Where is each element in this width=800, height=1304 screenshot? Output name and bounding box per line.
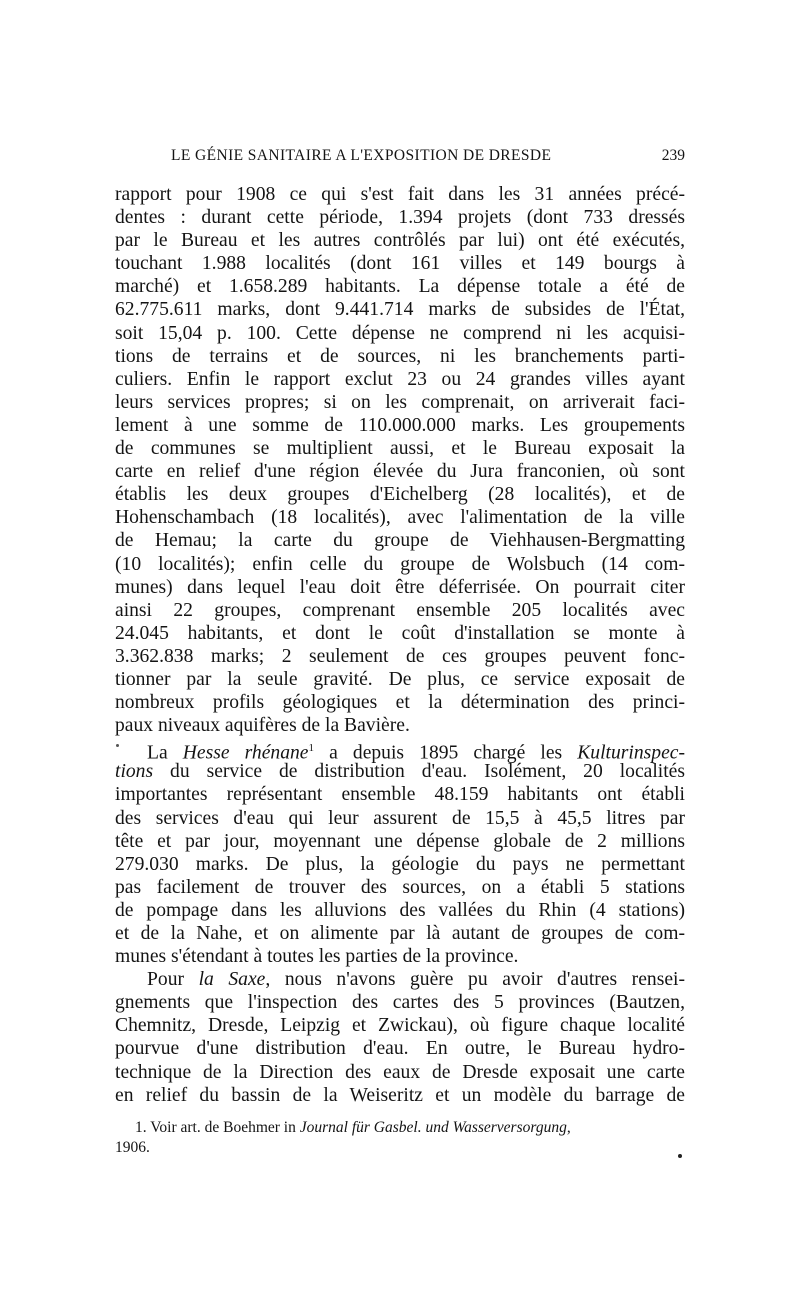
text-line: culiers. Enfin le rapport exclut 23 ou 24 grandes villes ayant <box>115 368 685 390</box>
text-line: 24.045 habitants, et dont le coût d'installation se monte à <box>115 622 685 644</box>
text-line: tête et par jour, moyennant une dépense globale de 2 millions <box>115 830 685 852</box>
paragraph-saxony <box>115 968 685 1107</box>
text-line: marché) et 1.658.289 habitants. La dépense totale a été de <box>115 276 685 298</box>
text-line: des services d'eau qui leur assurent de 15,5 à 45,5 litres par <box>115 807 685 829</box>
text-line: de Hemau; la carte du groupe de Viehhausen-Bergmatting <box>115 530 685 552</box>
text-line: Chemnitz, Dresde, Leipzig et Zwickau), où figure chaque localité <box>115 1015 685 1037</box>
page-number: 239 <box>661 147 685 164</box>
paragraph-bavaria <box>115 183 685 737</box>
footnote-ref: 1 <box>308 742 315 755</box>
text-line: munes s'étendant à toutes les parties de la province. <box>115 946 519 968</box>
text-line: tionner par la seule gravité. De plus, ce service exposait de <box>115 668 685 690</box>
body-text <box>115 183 685 1107</box>
text-line: ainsi 22 groupes, comprenant ensemble 205 localités avec <box>115 599 685 621</box>
italic-term: tions <box>115 761 154 783</box>
text-line: lement à une somme de 110.000.000 marks. Les groupements <box>115 414 685 436</box>
journal-title: Journal für Gasbel. und Wasserversorgung <box>299 1119 567 1136</box>
text-line: soit 15,04 p. 100. Cette dépense ne comprend ni les acquisi- <box>115 322 685 344</box>
footnote <box>115 1118 685 1158</box>
footnote-line: 1. Voir art. de Boehmer in Journal für Gasbel. und Wasserversorgung, <box>135 1119 571 1136</box>
text-line: touchant 1.988 localités (dont 161 villes et 149 bourgs à <box>115 253 685 275</box>
ink-speck <box>678 1154 682 1158</box>
text-line: gnements que l'inspection des cartes des 5 provinces (Bautzen, <box>115 992 685 1014</box>
text-line: munes) dans lequel l'eau doit être déferrisée. On pourrait citer <box>115 576 685 598</box>
italic-term: Kulturinspec- <box>577 742 685 764</box>
paragraph-hesse <box>115 737 685 968</box>
text-line: tions du service de distribution d'eau. Isolément, 20 localités <box>115 761 685 783</box>
text-line: de pompage dans les alluvions des vallées du Rhin (4 stations) <box>115 899 685 921</box>
text-line: par le Bureau et les autres contrôlés par lui) ont été exécutés, <box>115 230 685 252</box>
text-line: pas facilement de trouver des sources, on a établi 5 stations <box>115 876 685 898</box>
running-head <box>115 147 685 171</box>
text-line: importantes représentant ensemble 48.159 habitants ont établi <box>115 784 685 806</box>
margin-mark <box>116 744 119 747</box>
text-line: nombreux profils géologiques et la détermination des princi- <box>115 692 685 714</box>
text-line: et de la Nahe, et on alimente par là autant de groupes de com- <box>115 923 685 944</box>
text-line: carte en relief d'une région élevée du Jura franconien, où sont <box>115 461 685 483</box>
text-line: Pour la Saxe, nous n'avons guère pu avoir d'autres rensei- <box>147 969 685 991</box>
text-line: Hohenschambach (18 localités), avec l'alimentation de la ville <box>115 507 685 529</box>
text-line: 279.030 marks. De plus, la géologie du pays ne permettant <box>115 853 685 875</box>
text-line: leurs services propres; si on les comprenait, on arriverait faci- <box>115 391 685 413</box>
text-line: La Hesse rhénane$^1$ a depuis 1895 chargé les Kulturinspec- <box>147 742 685 764</box>
text-line: en relief du bassin de la Weiseritz et un modèle du barrage de <box>115 1084 685 1106</box>
italic-term: la Saxe <box>198 969 266 991</box>
text-line: de communes se multiplient aussi, et le Bureau exposait la <box>115 438 685 460</box>
text-line: technique de la Direction des eaux de Dresde exposait une carte <box>115 1061 685 1083</box>
text-line: 3.362.838 marks; 2 seulement de ces groupes peuvent fonc- <box>115 645 685 667</box>
text-line: paux niveaux aquifères de la Bavière. <box>115 715 410 737</box>
italic-term: Hesse rhénane <box>182 742 309 764</box>
text-line: tions de terrains et de sources, ni les branchements parti- <box>115 345 685 367</box>
footnote-line: 1906. <box>115 1139 150 1156</box>
text-line: établis les deux groupes d'Eichelberg (28 localités), et de <box>115 484 685 506</box>
text-line: pourvue d'une distribution d'eau. En outre, le Bureau hydro- <box>115 1038 685 1060</box>
text-line: (10 localités); enfin celle du groupe de Wolsbuch (14 com- <box>115 553 685 575</box>
text-line: dentes : durant cette période, 1.394 projets (dont 733 dressés <box>115 207 685 229</box>
text-line: 62.775.611 marks, dont 9.441.714 marks de subsides de l'État, <box>115 299 685 321</box>
text-line: rapport pour 1908 ce qui s'est fait dans les 31 années précé- <box>115 184 685 205</box>
running-title: LE GÉNIE SANITAIRE A L'EXPOSITION DE DRESDE <box>171 147 552 164</box>
